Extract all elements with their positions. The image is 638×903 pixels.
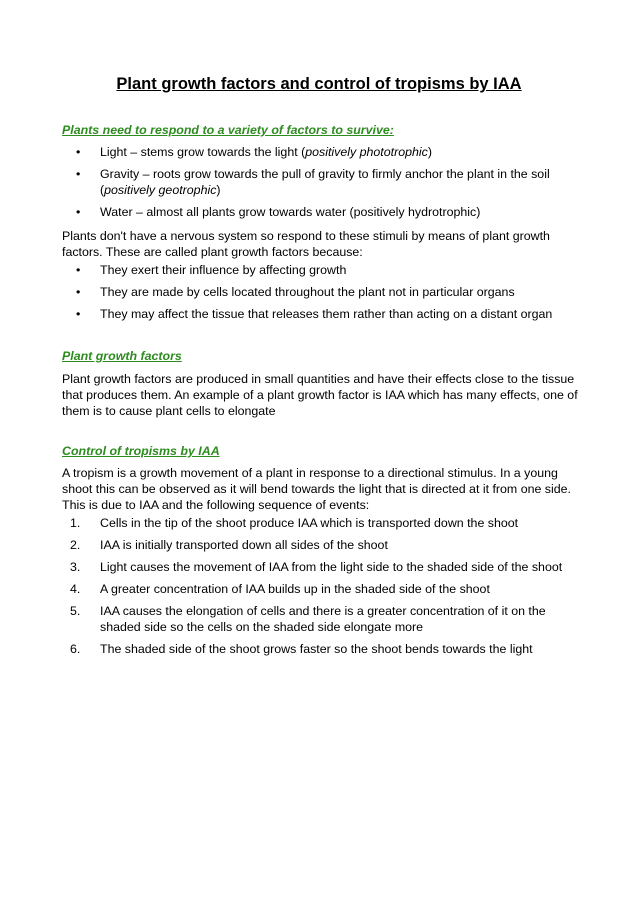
list-item-text: IAA is initially transported down all sides of the shoot bbox=[100, 538, 388, 552]
factors-list bbox=[62, 144, 582, 220]
step-number: 4. bbox=[70, 582, 81, 596]
list-item bbox=[62, 603, 582, 635]
list-item-text: They exert their influence by affecting growth bbox=[100, 263, 347, 277]
list-item bbox=[62, 166, 582, 198]
list-item-text: Water – almost all plants grow towards water (positively hydrotrophic) bbox=[100, 205, 481, 219]
list-item bbox=[62, 559, 582, 575]
section-heading-growth-factors bbox=[62, 348, 582, 364]
list-item-text: ) bbox=[216, 183, 221, 197]
list-item-emphasis: positively geotrophic bbox=[104, 183, 217, 197]
list-item bbox=[62, 581, 582, 597]
list-item-text: They may affect the tissue that releases them rather than acting on a distant organ bbox=[100, 307, 553, 321]
list-item-text: The shaded side of the shoot grows faster so the shoot bends towards the light bbox=[100, 642, 533, 656]
step-number: 5. bbox=[70, 604, 81, 618]
bullet-icon: • bbox=[76, 205, 81, 219]
list-item-text: Gravity – roots grow towards the pull of gravity to firmly anchor the plant in the soil ( bbox=[100, 167, 550, 197]
bullet-icon: • bbox=[76, 285, 81, 299]
bullet-icon: • bbox=[76, 167, 81, 181]
list-item bbox=[62, 515, 582, 531]
list-item bbox=[62, 284, 582, 300]
list-item bbox=[62, 204, 582, 220]
page-title: Plant growth factors and control of tropisms by IAA bbox=[116, 75, 522, 93]
paragraph-tropism: A tropism is a growth movement of a plant in response to a directional stimulus. In a young shoot this can be observed as it will bend towards the light that is directed at it from one side. This is due to IAA and the following sequence of events: bbox=[62, 466, 571, 512]
list-item bbox=[62, 262, 582, 278]
list-item bbox=[62, 537, 582, 553]
list-item-text: IAA causes the elongation of cells and there is a greater concentration of it on the shaded side so the cells on the shaded side elongate more bbox=[100, 604, 546, 634]
list-item-text: They are made by cells located throughout the plant not in particular organs bbox=[100, 285, 515, 299]
list-item-emphasis: positively phototrophic bbox=[305, 145, 428, 159]
bullet-icon: • bbox=[76, 263, 81, 277]
section-heading-text: Plants need to respond to a variety of factors to survive: bbox=[62, 123, 394, 137]
step-number: 3. bbox=[70, 560, 81, 574]
list-item bbox=[62, 144, 582, 160]
step-number: 2. bbox=[70, 538, 81, 552]
section-heading-tropisms bbox=[62, 443, 582, 459]
section-heading-factors bbox=[62, 122, 582, 138]
list-item-text: Light – stems grow towards the light ( bbox=[100, 145, 306, 159]
section-heading-text: Control of tropisms by IAA bbox=[62, 444, 220, 458]
step-number: 6. bbox=[70, 642, 81, 656]
bullet-icon: • bbox=[76, 307, 81, 321]
list-item-text: Cells in the tip of the shoot produce IAA which is transported down the shoot bbox=[100, 516, 519, 530]
section-heading-text: Plant growth factors bbox=[62, 349, 182, 363]
growth-factor-reasons-list bbox=[62, 262, 582, 322]
list-item bbox=[62, 641, 582, 657]
list-item-text: ) bbox=[427, 145, 432, 159]
tropism-steps-list bbox=[62, 515, 582, 657]
paragraph-growth-factors: Plant growth factors are produced in small quantities and have their effects close to the tissue that produces them. An example of a plant growth factor is IAA which has many effects, one of them is to cause plant cells to elongate bbox=[62, 372, 578, 418]
list-item-text: Light causes the movement of IAA from the light side to the shaded side of the shoot bbox=[100, 560, 563, 574]
list-item-text: A greater concentration of IAA builds up in the shaded side of the shoot bbox=[100, 582, 490, 596]
step-number: 1. bbox=[70, 516, 81, 530]
bullet-icon: • bbox=[76, 145, 81, 159]
paragraph-nervous-system: Plants don't have a nervous system so respond to these stimuli by means of plant growth factors. These are called plant growth factors because: bbox=[62, 229, 550, 259]
list-item bbox=[62, 306, 582, 322]
